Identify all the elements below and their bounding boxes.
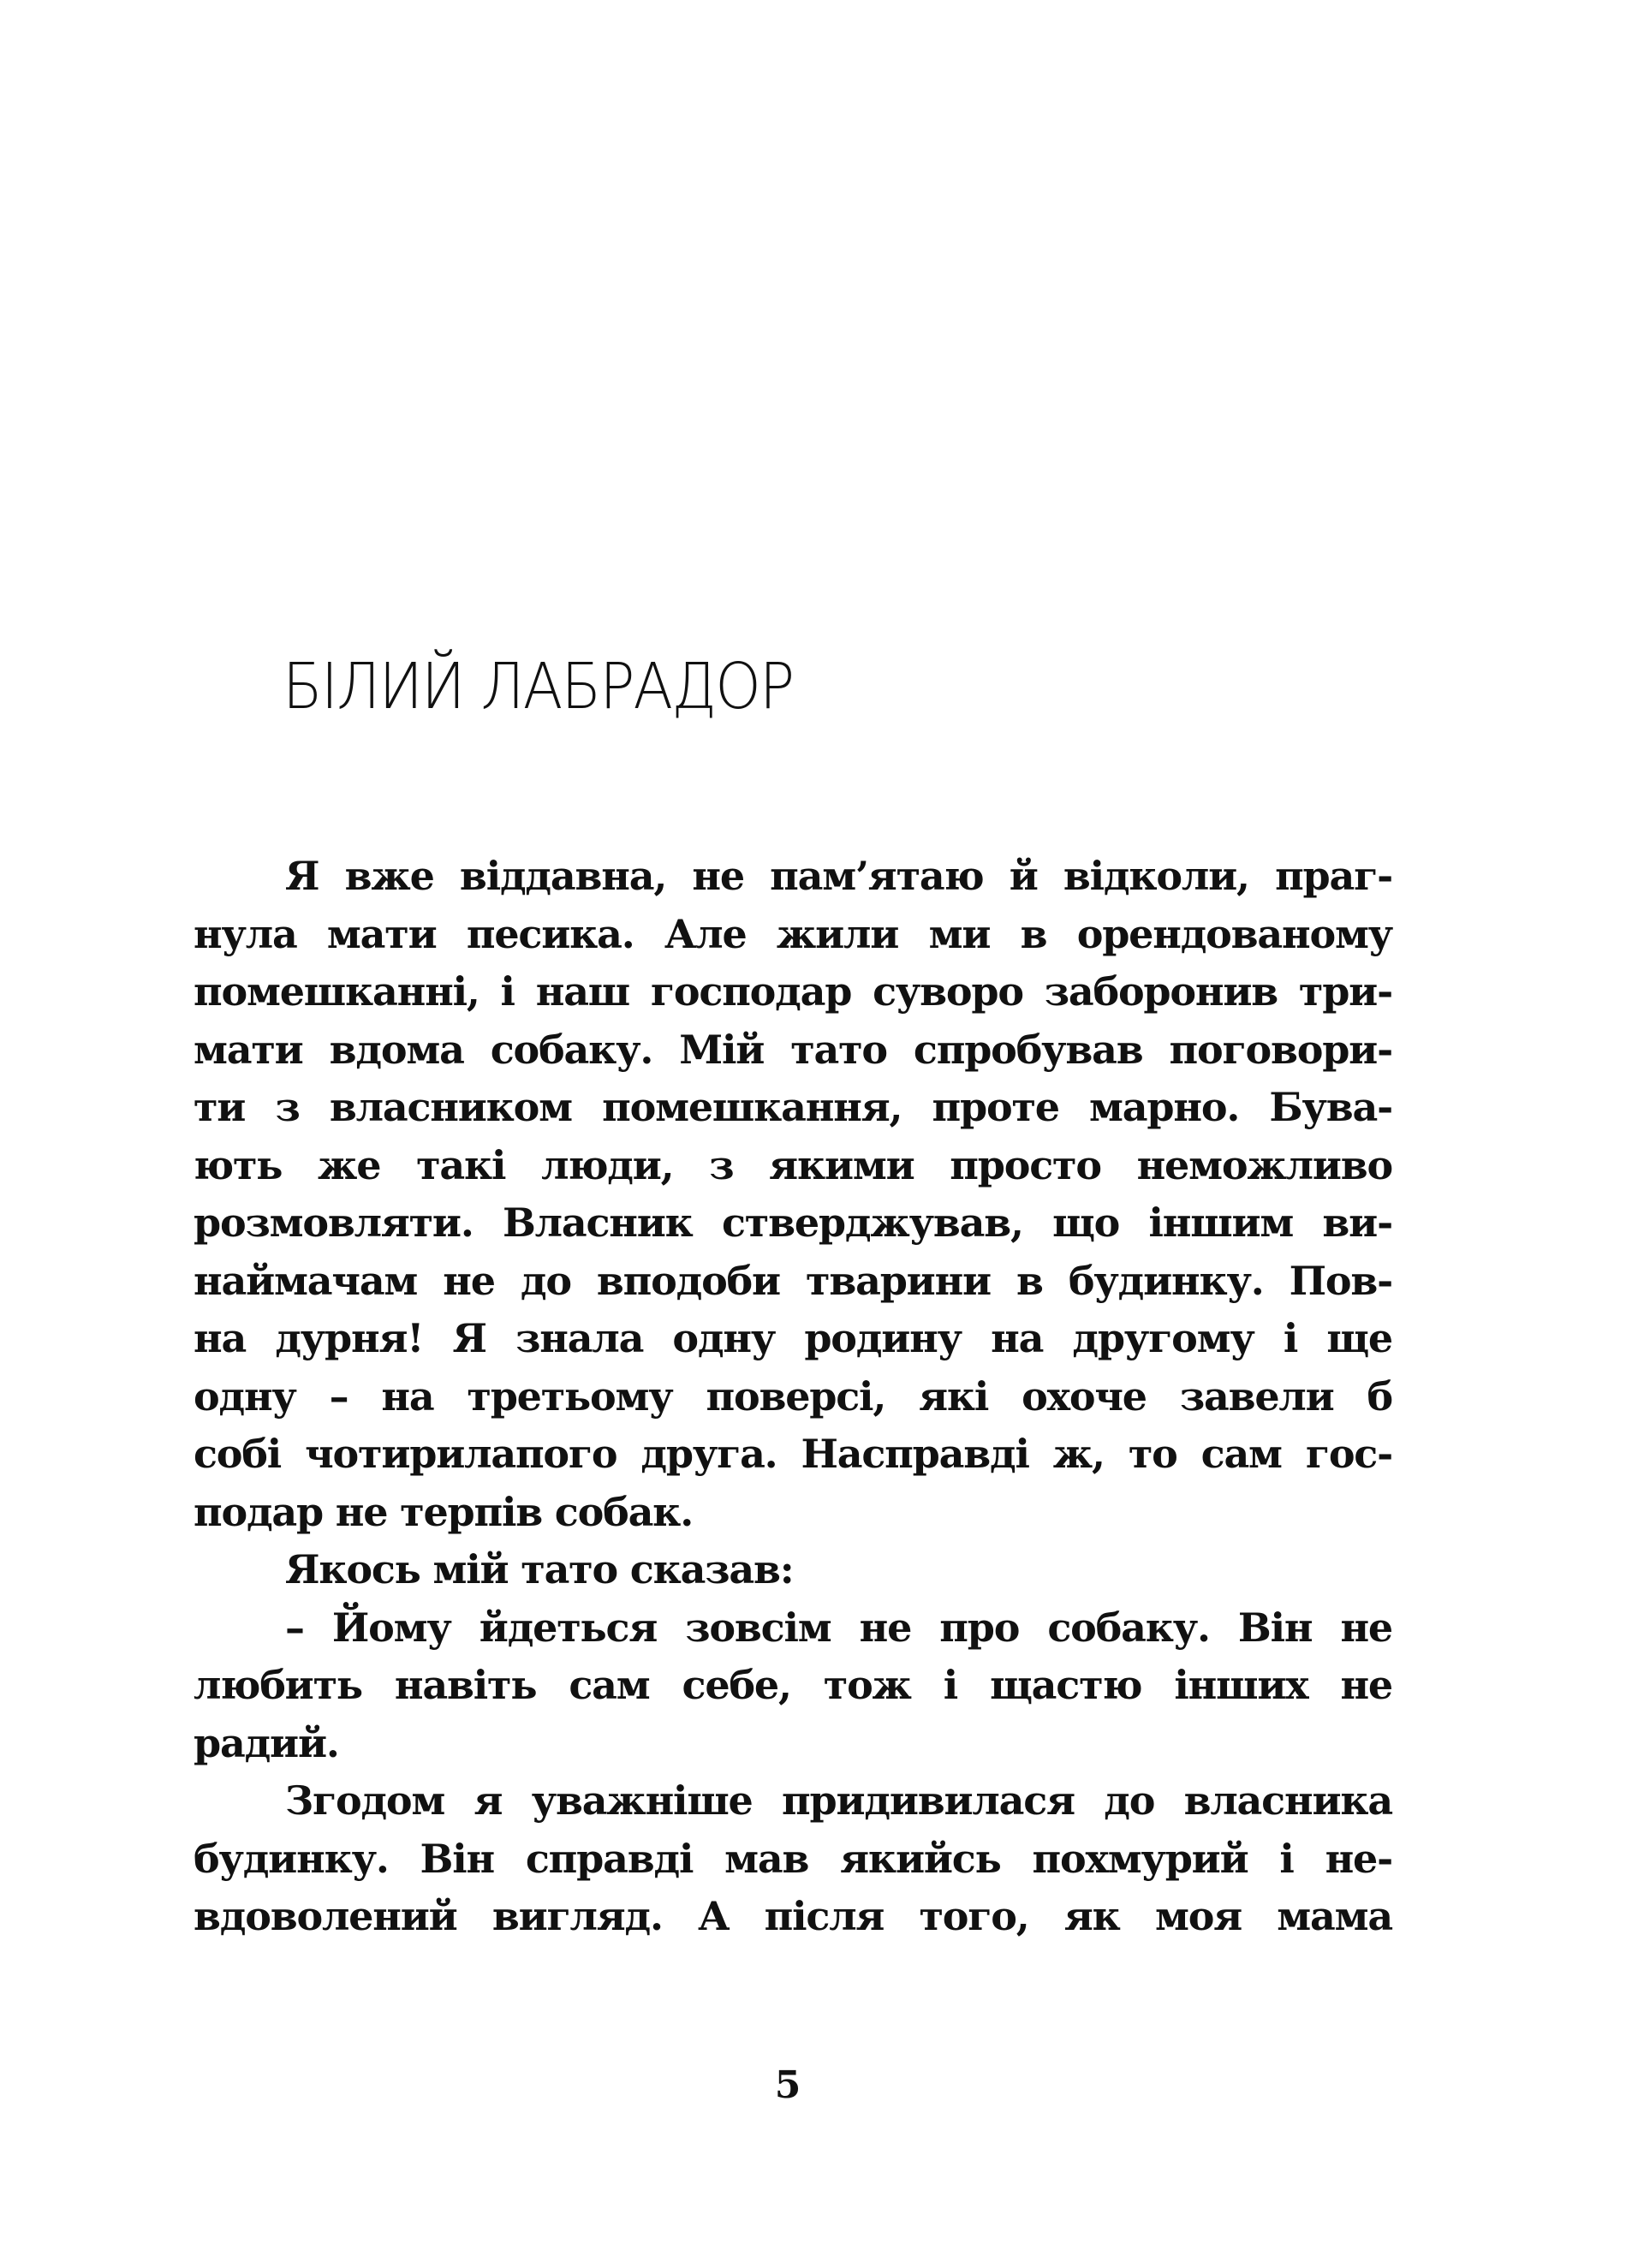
text-line: розмовляти. Власник стверджував, що іншим ви- xyxy=(194,1199,1392,1246)
text-line: Я вже віддавна, не пам’ятаю й відколи, праг- xyxy=(285,853,1392,899)
text-line: мати вдома собаку. Мій тато спробував поговори- xyxy=(194,1026,1392,1073)
page-number: 5 xyxy=(774,2063,801,2107)
text-line: одну – на третьому поверсі, які охоче завели б xyxy=(194,1372,1392,1420)
text-line: радий. xyxy=(194,1719,339,1766)
text-line: собі чотирилапого друга. Насправді ж, то сам гос- xyxy=(194,1431,1392,1477)
text-line: помешканні, і наш господар суворо заборонив три- xyxy=(194,968,1392,1015)
text-line: нула мати песика. Але жили ми в орендованому xyxy=(194,910,1392,957)
text-line: на дурня! Я знала одну родину на другому і ще xyxy=(194,1315,1392,1361)
text-line: Якось мій тато сказав: xyxy=(285,1546,794,1592)
text-line: вдоволений вигляд. А після того, як моя мама xyxy=(194,1893,1392,1939)
text-line: наймачам не до вподоби тварини в будинку. Пов- xyxy=(194,1257,1392,1304)
text-line: любить навіть сам себе, тож і щастю інших не xyxy=(194,1662,1392,1708)
chapter-title: БІЛИЙ ЛАБРАДОР xyxy=(283,650,794,723)
text-line: ти з власником помешкання, проте марно. Бува- xyxy=(194,1084,1392,1130)
text-line: будинку. Він справді мав якийсь похмурий і не- xyxy=(194,1835,1392,1882)
text-line: – Йому йдеться зовсім не про собаку. Він не xyxy=(285,1604,1392,1651)
text-line: подар не терпів собак. xyxy=(194,1488,694,1535)
body-text xyxy=(194,848,1392,1946)
text-line: Згодом я уважніше придивилася до власника xyxy=(285,1777,1392,1824)
text-line: ють же такі люди, з якими просто неможливо xyxy=(194,1141,1392,1188)
